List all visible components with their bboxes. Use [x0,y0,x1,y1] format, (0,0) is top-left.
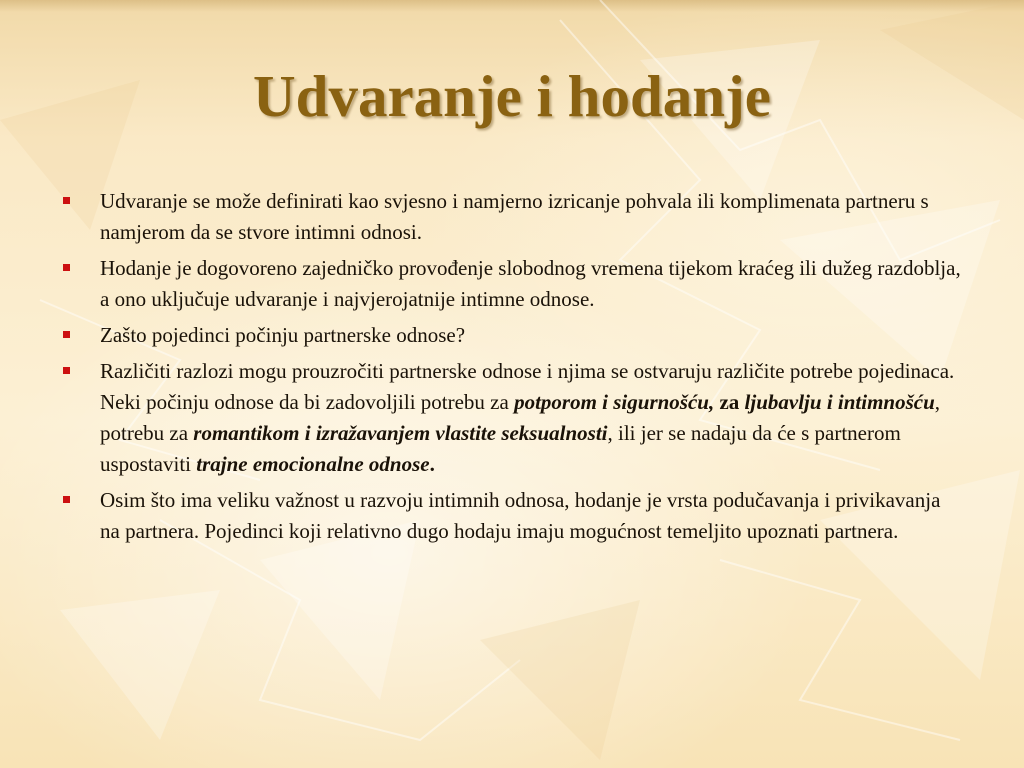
bullet-text: Udvaranje se može definirati kao svjesno i namjerno izricanje pohvala ili komplimenata partneru s namjerom da se stvore intimni odnosi. [100,189,929,244]
bullet-text: Hodanje je dogovoreno zajedničko provođenje slobodnog vremena tijekom kraćeg ili dužeg razdoblja, a ono uključuje udvaranje i najvjerojatnije intimne odnose. [100,256,961,311]
square-bullet-icon [63,496,70,503]
bullet-text-part: . [429,452,435,476]
bullet-text: Osim što ima veliku važnost u razvoju intimnih odnosa, hodanje je vrsta podučavanja i privikavanja na partnera. Pojedinci koji relativno dugo hodaju imaju mogućnost temeljito upoznati partnera. [100,488,941,543]
bullet-text-part: , ili jer se nadaju da će s partnerom uspostaviti [100,421,901,476]
bullet-text-part: Različiti razlozi mogu prouzročiti partnerske odnose i njima se ostvaruju različite potrebe pojedinaca. Neki počinju odnose da bi zadovoljili potrebu za [100,359,955,414]
bullet-item-3 [62,320,962,351]
square-bullet-icon [63,264,70,271]
bullet-text: Zašto pojedinci počinju partnerske odnose? [100,323,466,347]
bullet-text-part: za [714,390,745,414]
square-bullet-icon [63,197,70,204]
bullet-item-4 [62,356,962,480]
bullet-item-2 [62,253,962,315]
emphasis-text: romantikom i izražavanjem vlastite seksualnosti [193,421,608,445]
bullet-list [62,186,962,552]
bullet-item-1 [62,186,962,248]
bullet-item-5 [62,485,962,547]
emphasis-text: ljubavlju i intimnošću [744,390,935,414]
square-bullet-icon [63,331,70,338]
square-bullet-icon [63,367,70,374]
emphasis-text: trajne emocionalne odnose [196,452,430,476]
slide-title: Udvaranje i hodanje [253,63,771,129]
emphasis-text: potporom i sigurnošću, [514,390,715,414]
bullet-text-part: , potrebu za [100,390,941,445]
